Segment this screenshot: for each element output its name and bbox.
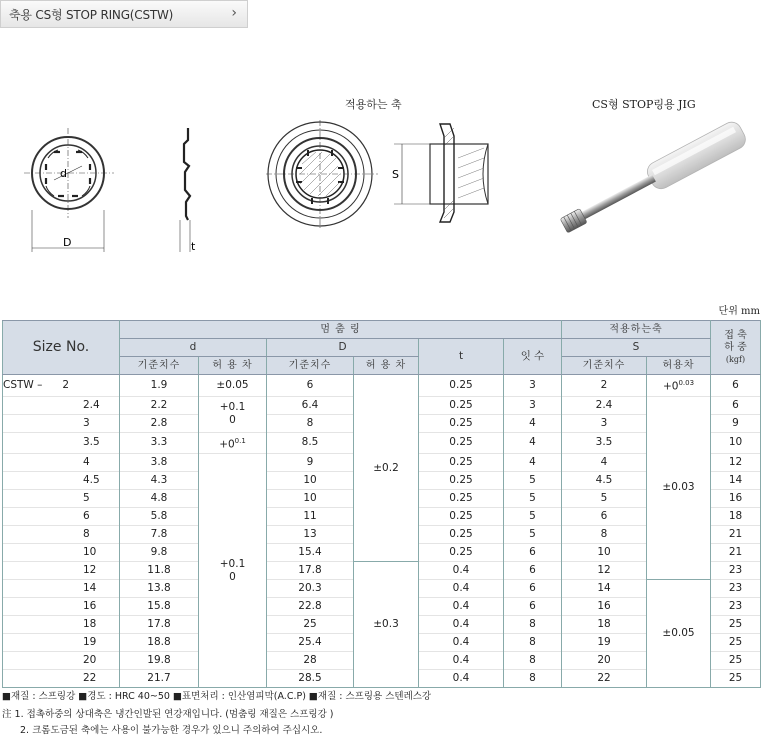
table-row: 16 15.8 22.8 0.4 6 16 23 xyxy=(3,598,761,616)
col-D-base: 기준치수 xyxy=(267,357,354,375)
table-row: 10 9.8 15.4 0.25 6 10 21 xyxy=(3,544,761,562)
table-row: 5 4.8 10 0.25 5 5 16 xyxy=(3,490,761,508)
table-row: 20 19.8 28 0.4 8 20 25 xyxy=(3,652,761,670)
table-row: 12 11.8 17.8 ±0.3 0.4 6 12 23 xyxy=(3,562,761,580)
col-d: d xyxy=(120,339,267,357)
shaft-side-view xyxy=(388,118,498,228)
note-1: 注 1. 접촉하중의 상대축은 냉간인발된 연강재입니다. (멈춤링 재질은 스프링강 ) xyxy=(2,709,334,720)
col-d-tol: 허 용 차 xyxy=(199,357,267,375)
shaft-front-view xyxy=(262,118,382,238)
table-row: 22 21.7 28.5 0.4 8 22 25 xyxy=(3,670,761,688)
title-bar[interactable] xyxy=(0,0,248,28)
page-title: 축용 CS형 STOP RING(CSTW) xyxy=(9,7,174,22)
table-row: 19 18.8 25.4 0.4 8 19 25 xyxy=(3,634,761,652)
table-row: 4 3.8 +0.1 0 9 0.25 4 4 12 xyxy=(3,454,761,472)
dim-d-label: d xyxy=(60,167,67,180)
col-load: 접 축 하 중 (kgf) xyxy=(711,321,761,375)
table-row: 3.5 3.3 $+0^{0.1}$ 8.5 0.25 4 3.5 10 xyxy=(3,432,761,454)
col-s-tol: 허용차 xyxy=(647,357,711,375)
note-2: 2. 크롬도금된 축에는 사용이 불가능한 경우가 있으니 주의하여 주십시오. xyxy=(20,725,323,736)
jig-image xyxy=(546,108,762,248)
col-s: S xyxy=(562,339,711,357)
col-t: t xyxy=(419,339,504,375)
material-notes: ■재질 : 스프링강 ■경도 : HRC 40~50 ■표면처리 : 인산염피막(A.C.P) ■재질 : 스프링용 스텐레스강 xyxy=(2,691,432,702)
table-row: 6 5.8 11 0.25 5 6 18 xyxy=(3,508,761,526)
col-D: D xyxy=(267,339,419,357)
col-d-base: 기준치수 xyxy=(120,357,199,375)
chevron-right-icon[interactable]: › xyxy=(231,5,237,21)
col-stop-ring: 멈 춤 링 xyxy=(120,321,562,339)
dim-S-label: S xyxy=(392,168,399,181)
table-row: 8 7.8 13 0.25 5 8 21 xyxy=(3,526,761,544)
table-row: 18 17.8 25 0.4 8 18 25 xyxy=(3,616,761,634)
unit-label: 단위 mm xyxy=(718,306,760,317)
dim-D-label: D xyxy=(63,236,72,249)
col-D-tol: 허 용 차 xyxy=(354,357,419,375)
col-s-base: 기준치수 xyxy=(562,357,647,375)
table-row: 4.5 4.3 10 0.25 5 4.5 14 xyxy=(3,472,761,490)
shaft-caption: 적용하는 축 xyxy=(345,98,402,111)
table-row: CSTW – 2 1.9 ±0.05 6 ±0.2 0.25 3 2 $+0^{0.03}$ 6 xyxy=(3,375,761,397)
ring-side-view xyxy=(172,120,202,260)
jig-caption: CS형 STOP링용 JIG xyxy=(592,98,696,111)
col-teeth: 잇 수 xyxy=(504,339,562,375)
table-row: 14 13.8 20.3 0.4 6 14 ±0.05 23 xyxy=(3,580,761,598)
col-shaft: 적용하는축 xyxy=(562,321,711,339)
table-row: 2.4 2.2 +0.1 0 6.4 0.25 3 2.4 ±0.03 6 xyxy=(3,396,761,414)
ring-front-view xyxy=(18,120,118,260)
dim-t-label: t xyxy=(191,240,196,253)
table-row: 3 2.8 8 0.25 4 3 9 xyxy=(3,414,761,432)
spec-table xyxy=(2,320,761,688)
col-size-no: Size No. xyxy=(3,321,120,375)
